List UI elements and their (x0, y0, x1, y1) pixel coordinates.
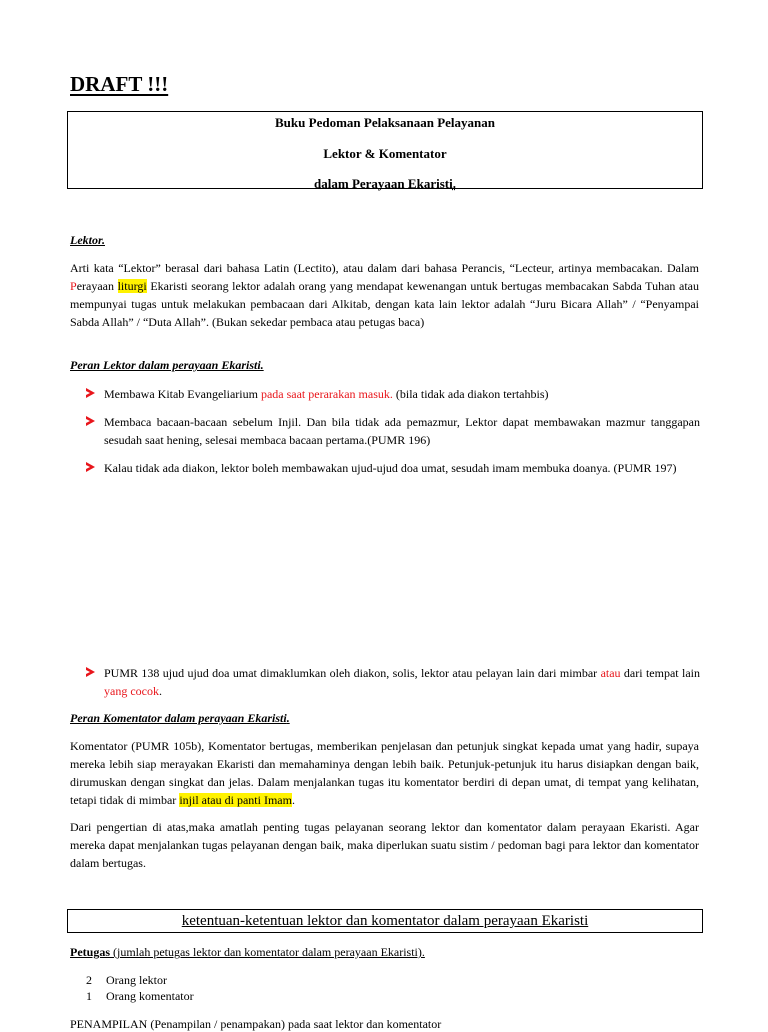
lektor-para-a: Arti kata “Lektor” berasal dari bahasa Latin (Lectito), atau dalam dari bahasa Perancis, “Lecteur, artinya membacakan. Dalam (70, 261, 699, 275)
petugas-rest: (jumlah petugas lektor dan komentator dalam perayaan Ekaristi). (110, 945, 425, 959)
title-line-3-text: dalam Perayaan Ekaristi (314, 176, 453, 191)
peran-komentator-heading (70, 711, 290, 726)
peran-komentator-heading-end: . (286, 711, 290, 725)
lektor-para-c: Ekaristi seorang lektor adalah orang yang mendapat kewenangan untuk bertugas membacakan Sabda Tuhan atau mempunyai tugas untuk melakukan pembacaan dari Alkitab, dengan kata lain lektor adalah “Juru Bicara Allah” / “Penyampai Sabda Allah” / “Duta Allah”. (Bukan sekedar pembaca atau petugas baca) (70, 279, 699, 329)
peran-lektor-bullet-4 (86, 664, 700, 700)
petugas-label: Petugas (70, 945, 110, 959)
bullet-1-a: Membawa Kitab Evangeliarium (104, 387, 261, 401)
peran-lektor-bullet-2 (86, 413, 700, 449)
draft-label: DRAFT !!! (70, 72, 169, 96)
list-number: 2 (86, 973, 92, 987)
list-item (86, 989, 194, 1004)
bullet-4-a: PUMR 138 ujud ujud doa umat dimaklumkan oleh diakon, solis, lektor atau pelayan lain dari mimbar (104, 666, 601, 680)
lektor-heading: Lektor. (70, 233, 105, 247)
komentator-paragraph-2: Dari pengertian di atas,maka amatlah penting tugas pelayanan seorang lektor dan komentator dalam perayaan Ekaristi. Agar mereka dapat menjalankan tugas pelayanan dengan baik, maka diperlukan suatu sistim / pedoman bagi para lektor dan komentator dalam bertugas. (70, 820, 699, 870)
arrow-bullet-icon (86, 388, 95, 398)
lektor-paragraph (70, 259, 699, 331)
peran-lektor-bullet-1 (86, 385, 700, 403)
title-line-2: Lektor & Komentator (323, 146, 447, 161)
bullet-4-red-1: atau (600, 666, 621, 680)
cut-off-line: PENAMPILAN (Penampilan / penampakan) pada saat lektor dan komentator (70, 1017, 442, 1031)
bullet-4-red-2: yang cocok (104, 684, 159, 698)
list-item (86, 973, 167, 988)
title-box (67, 111, 703, 189)
title-line-1: Buku Pedoman Pelaksanaan Pelayanan (275, 115, 495, 130)
komentator-para-b: . (291, 793, 295, 807)
bullet-4-b: dari tempat lain (620, 666, 700, 680)
komentator-para-highlight: injil atau di panti Imam (179, 793, 292, 807)
komentator-para-a: Komentator (PUMR 105b), Komentator bertugas, memberikan penjelasan dan petunjuk singkat kepada umat yang hadir, supaya mereka lebih siap merayakan Ekaristi dan memahaminya dengan lebih baik. Petunjuk-petunjuk itu harus disiapkan dengan baik, dirumuskan dengan singkat dan jelas. Dalam menjalankan tugas itu komentator berdiri di depan umat, di tempat yang kelihatan, tetapi tidak di mimbar (70, 739, 699, 807)
title-line-3-end: . (452, 176, 456, 191)
lektor-para-highlight: liturgi (117, 279, 147, 293)
arrow-bullet-icon (86, 462, 95, 472)
lektor-para-b: erayaan (76, 279, 118, 293)
peran-lektor-bullet-3 (86, 459, 700, 477)
bullet-1-red: pada saat perarakan masuk. (260, 387, 393, 401)
title-line-3 (68, 176, 702, 192)
bullet-3-text: Kalau tidak ada diakon, lektor boleh membawakan ujud-ujud doa umat, sesudah imam membuka doanya. (PUMR 197) (104, 461, 677, 475)
bullet-2-text: Membaca bacaan-bacaan sebelum Injil. Dan bila tidak ada pemazmur, Lektor dapat membawakan mazmur tanggapan sesudah saat hening, selesai membaca bacaan pertama.(PUMR 196) (104, 415, 700, 447)
peran-lektor-heading: Peran Lektor dalam perayaan Ekaristi. (70, 358, 264, 372)
bullet-4-c: . (158, 684, 162, 698)
petugas-line (70, 945, 425, 960)
ketentuan-heading-box: ketentuan-ketentuan lektor dan komentator dalam perayaan Ekaristi (67, 909, 703, 933)
arrow-bullet-icon (86, 416, 95, 426)
arrow-bullet-icon (86, 667, 95, 677)
list-text: Orang lektor (106, 973, 167, 987)
list-number: 1 (86, 989, 92, 1003)
peran-komentator-heading-text: Peran Komentator dalam perayaan Ekaristi (70, 711, 287, 725)
list-text: Orang komentator (106, 989, 194, 1003)
bullet-1-c: (bila tidak ada diakon tertahbis) (392, 387, 549, 401)
lektor-para-red-p: P (70, 279, 77, 293)
komentator-paragraph-1 (70, 737, 699, 809)
